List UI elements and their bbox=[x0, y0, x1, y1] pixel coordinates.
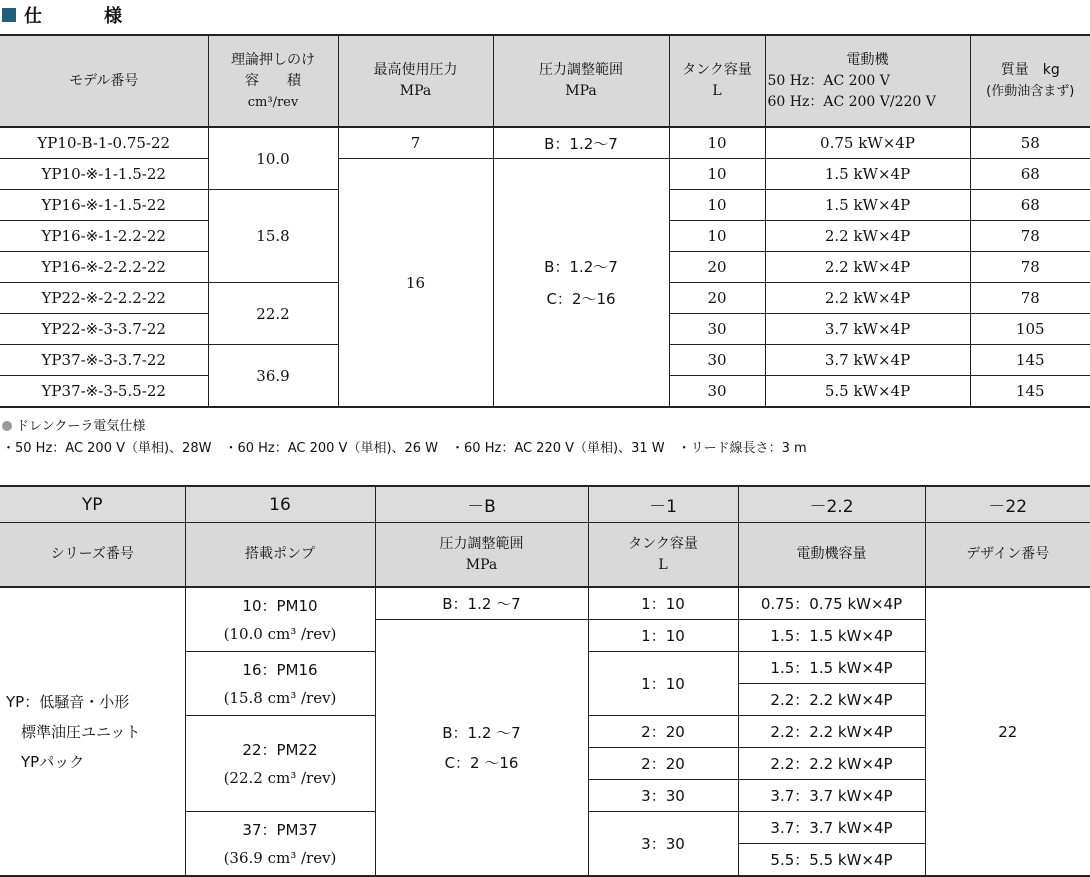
pump-displacement: (36.9 cm³ /rev) bbox=[186, 844, 375, 872]
code-series: YP bbox=[0, 486, 185, 523]
bullet-icon bbox=[2, 421, 12, 431]
model-code-table bbox=[0, 485, 1090, 877]
series-line1: YP：低騒音・小形 bbox=[6, 687, 185, 717]
tank-cell: 10 bbox=[669, 127, 765, 159]
tank-cell: 1：10 bbox=[588, 587, 738, 620]
label-motor: 電動機容量 bbox=[738, 523, 925, 588]
header-displacement bbox=[208, 35, 338, 127]
motor-cell: 1.5 kW×4P bbox=[765, 190, 970, 221]
pump-code: 10：PM10 bbox=[186, 592, 375, 620]
displacement-cell: 15.8 bbox=[208, 190, 338, 283]
header-pressure-range-line1: 圧力調整範囲 bbox=[494, 60, 669, 81]
tank-cell: 20 bbox=[669, 252, 765, 283]
tank-cell: 2：20 bbox=[588, 748, 738, 780]
tank-cell: 30 bbox=[669, 376, 765, 408]
tank-cell: 30 bbox=[669, 345, 765, 376]
label-pressure-unit: MPa bbox=[376, 555, 588, 576]
spec-table bbox=[0, 34, 1090, 408]
tank-cell: 1：10 bbox=[588, 652, 738, 716]
tank-cell: 1：10 bbox=[588, 620, 738, 652]
table-row bbox=[0, 587, 1090, 620]
label-tank-line1: タンク容量 bbox=[589, 534, 738, 555]
pressure-range-cell: B：1.2～7 bbox=[493, 127, 669, 159]
header-motor-line3: 60 Hz：AC 200 V/220 V bbox=[766, 92, 970, 113]
drain-cooler-notes bbox=[2, 416, 807, 460]
code-pressure: －B bbox=[375, 486, 588, 523]
label-pump: 搭載ポンプ bbox=[185, 523, 375, 588]
tank-cell: 2：20 bbox=[588, 716, 738, 748]
pressure-range-c: C：2～16 bbox=[494, 283, 669, 315]
section-title bbox=[2, 2, 144, 28]
header-model: モデル番号 bbox=[0, 35, 208, 127]
header-mass bbox=[970, 35, 1090, 127]
model-cell: YP16-※-1-1.5-22 bbox=[0, 190, 208, 221]
model-cell: YP37-※-3-3.7-22 bbox=[0, 345, 208, 376]
label-tank bbox=[588, 523, 738, 588]
label-design: デザイン番号 bbox=[925, 523, 1090, 588]
model-cell: YP10-※-1-1.5-22 bbox=[0, 159, 208, 190]
label-series: シリーズ番号 bbox=[0, 523, 185, 588]
header-tank-line1: タンク容量 bbox=[670, 60, 765, 81]
header-mass-line2: (作動油含まず) bbox=[971, 81, 1090, 102]
displacement-cell: 36.9 bbox=[208, 345, 338, 408]
model-cell: YP10-B-1-0.75-22 bbox=[0, 127, 208, 159]
label-tank-unit: L bbox=[589, 555, 738, 576]
section-title-text: 仕 様 bbox=[24, 2, 144, 28]
model-cell: YP22-※-3-3.7-22 bbox=[0, 314, 208, 345]
pump-cell bbox=[185, 812, 375, 877]
model-cell: YP37-※-3-5.5-22 bbox=[0, 376, 208, 408]
motor-cell: 0.75 kW×4P bbox=[765, 127, 970, 159]
motor-cell: 0.75：0.75 kW×4P bbox=[738, 587, 925, 620]
motor-cell: 2.2：2.2 kW×4P bbox=[738, 684, 925, 716]
tank-cell: 20 bbox=[669, 283, 765, 314]
motor-cell: 5.5：5.5 kW×4P bbox=[738, 844, 925, 877]
notes-title-text: ドレンクーラ電気仕様 bbox=[16, 419, 145, 434]
motor-cell: 2.2 kW×4P bbox=[765, 221, 970, 252]
pump-cell bbox=[185, 716, 375, 812]
code-pump: 16 bbox=[185, 486, 375, 523]
pump-cell bbox=[185, 652, 375, 716]
code-motor: －2.2 bbox=[738, 486, 925, 523]
pressure-c: C：2 ～16 bbox=[376, 748, 588, 778]
header-pressure-range-unit: MPa bbox=[494, 81, 669, 102]
pump-displacement: (10.0 cm³ /rev) bbox=[186, 620, 375, 648]
code-label-row bbox=[0, 523, 1090, 588]
label-pressure bbox=[375, 523, 588, 588]
header-motor bbox=[765, 35, 970, 127]
motor-cell: 3.7 kW×4P bbox=[765, 314, 970, 345]
model-cell: YP16-※-2-2.2-22 bbox=[0, 252, 208, 283]
header-motor-line1: 電動機 bbox=[766, 50, 970, 71]
motor-cell: 5.5 kW×4P bbox=[765, 376, 970, 408]
header-max-pressure bbox=[338, 35, 493, 127]
pump-displacement: (15.8 cm³ /rev) bbox=[186, 684, 375, 712]
motor-cell: 2.2：2.2 kW×4P bbox=[738, 716, 925, 748]
series-line3: YPパック bbox=[6, 747, 185, 777]
motor-cell: 2.2 kW×4P bbox=[765, 283, 970, 314]
code-top-row bbox=[0, 486, 1090, 523]
mass-cell: 78 bbox=[970, 252, 1090, 283]
mass-cell: 105 bbox=[970, 314, 1090, 345]
tank-cell: 10 bbox=[669, 190, 765, 221]
pressure-cell bbox=[375, 620, 588, 877]
motor-cell: 3.7：3.7 kW×4P bbox=[738, 780, 925, 812]
header-pressure-range bbox=[493, 35, 669, 127]
mass-cell: 78 bbox=[970, 283, 1090, 314]
design-cell: 22 bbox=[925, 587, 1090, 876]
series-line2: 標準油圧ユニット bbox=[6, 717, 185, 747]
pump-code: 37：PM37 bbox=[186, 816, 375, 844]
tank-cell: 3：30 bbox=[588, 812, 738, 877]
notes-title bbox=[2, 416, 807, 438]
tank-cell: 3：30 bbox=[588, 780, 738, 812]
series-cell bbox=[0, 587, 185, 876]
max-pressure-cell: 16 bbox=[338, 159, 493, 408]
tank-cell: 30 bbox=[669, 314, 765, 345]
mass-cell: 58 bbox=[970, 127, 1090, 159]
pump-code: 22：PM22 bbox=[186, 736, 375, 764]
table-row bbox=[0, 159, 1090, 190]
pump-displacement: (22.2 cm³ /rev) bbox=[186, 764, 375, 792]
mass-cell: 145 bbox=[970, 376, 1090, 408]
model-cell: YP16-※-1-2.2-22 bbox=[0, 221, 208, 252]
pressure-b: B：1.2 ～7 bbox=[376, 718, 588, 748]
header-mass-line1: 質量 kg bbox=[971, 60, 1090, 81]
label-pressure-line1: 圧力調整範囲 bbox=[376, 534, 588, 555]
notes-line: ・50 Hz：AC 200 V（単相)、28W ・60 Hz：AC 200 V（単相)、26 W ・60 Hz：AC 220 V（単相)、31 W ・リード線長さ：3 m bbox=[2, 438, 807, 460]
mass-cell: 78 bbox=[970, 221, 1090, 252]
motor-cell: 2.2：2.2 kW×4P bbox=[738, 748, 925, 780]
motor-cell: 1.5：1.5 kW×4P bbox=[738, 620, 925, 652]
pressure-range-b: B：1.2～7 bbox=[494, 251, 669, 283]
header-tank-unit: L bbox=[670, 81, 765, 102]
pump-cell bbox=[185, 587, 375, 652]
motor-cell: 1.5 kW×4P bbox=[765, 159, 970, 190]
displacement-cell: 10.0 bbox=[208, 127, 338, 190]
code-design: －22 bbox=[925, 486, 1090, 523]
header-tank bbox=[669, 35, 765, 127]
tank-cell: 10 bbox=[669, 159, 765, 190]
pressure-cell: B：1.2 ～7 bbox=[375, 587, 588, 620]
motor-cell: 3.7：3.7 kW×4P bbox=[738, 812, 925, 844]
mass-cell: 145 bbox=[970, 345, 1090, 376]
tank-cell: 10 bbox=[669, 221, 765, 252]
header-max-pressure-line1: 最高使用圧力 bbox=[339, 60, 493, 81]
motor-cell: 1.5：1.5 kW×4P bbox=[738, 652, 925, 684]
mass-cell: 68 bbox=[970, 159, 1090, 190]
pressure-range-cell bbox=[493, 159, 669, 408]
motor-cell: 2.2 kW×4P bbox=[765, 252, 970, 283]
header-motor-line2: 50 Hz：AC 200 V bbox=[766, 71, 970, 92]
motor-cell: 3.7 kW×4P bbox=[765, 345, 970, 376]
pump-code: 16：PM16 bbox=[186, 656, 375, 684]
model-cell: YP22-※-2-2.2-22 bbox=[0, 283, 208, 314]
header-displacement-line2: 容 積 bbox=[209, 71, 338, 92]
header-displacement-unit: cm³/rev bbox=[209, 92, 338, 113]
section-square-icon bbox=[2, 8, 16, 22]
max-pressure-cell: 7 bbox=[338, 127, 493, 159]
displacement-cell: 22.2 bbox=[208, 283, 338, 345]
spec-header-row bbox=[0, 35, 1090, 127]
code-tank: －1 bbox=[588, 486, 738, 523]
mass-cell: 68 bbox=[970, 190, 1090, 221]
header-displacement-line1: 理論押しのけ bbox=[209, 50, 338, 71]
header-max-pressure-unit: MPa bbox=[339, 81, 493, 102]
table-row bbox=[0, 127, 1090, 159]
